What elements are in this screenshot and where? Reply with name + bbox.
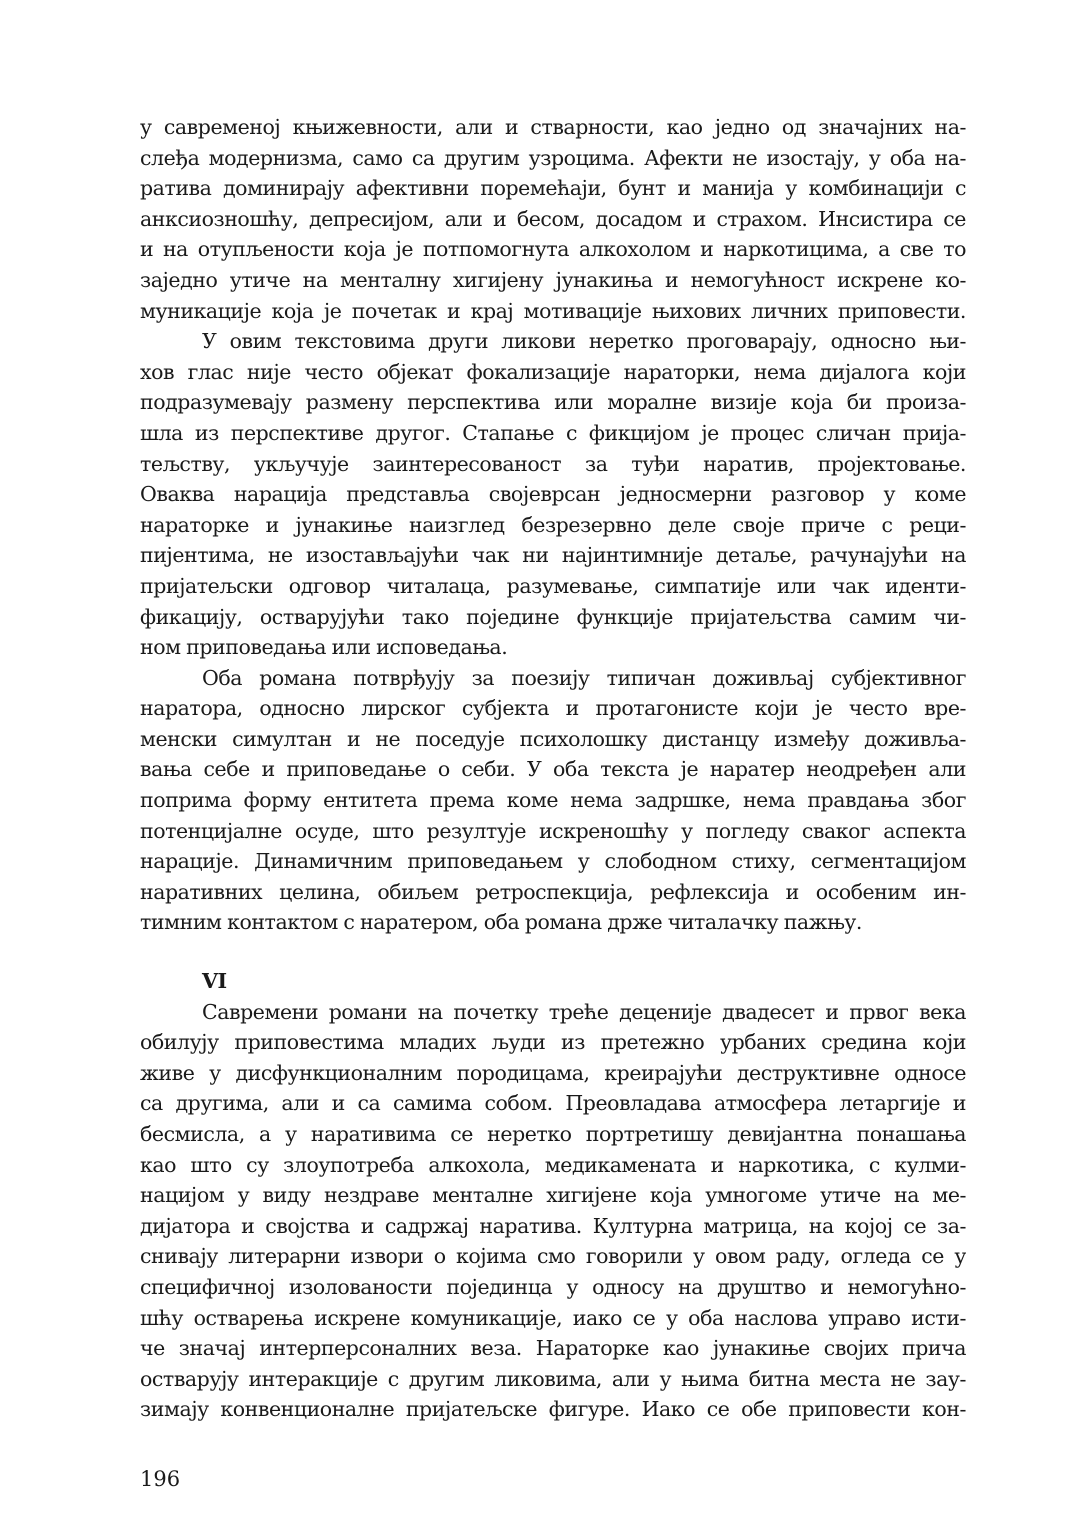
- text-line: ратива доминирају афективни поремећаји, бунт и манија у комбинацији с: [140, 176, 966, 201]
- text-line: поприма форму ентитета према коме нема задршке, нема правдања због: [140, 788, 966, 813]
- text-line: У овим текстовима други ликови неретко проговарају, односно њи-: [202, 329, 966, 354]
- text-line: специфичној изолованости појединца у односу на друштво и немогућно-: [140, 1274, 966, 1299]
- text-line: хов глас није често објекат фокализације нараторки, нема дијалога који: [140, 359, 966, 384]
- text-line: потенцијалне осуде, што резултује искреношћу у погледу сваког аспекта: [140, 818, 966, 843]
- text-line: подразумевају размену перспектива или моралне визије која би произа-: [140, 390, 966, 415]
- text-line: нараторке и јунакиње наизглед безрезервно деле своје приче с реци-: [140, 512, 966, 537]
- page-number: 196: [140, 1467, 181, 1491]
- text-line: тељству, укључује заинтересованост за туђи наратив, пројектовање.: [140, 451, 966, 476]
- text-line: живе у дисфункционалним породицама, креирајући деструктивне односе: [140, 1060, 966, 1085]
- paragraph-section-vi: [140, 997, 966, 1425]
- text-line: че значај интерперсоналних веза. Нараторке као јунакиње својих прича: [140, 1336, 966, 1361]
- text-line: вања себе и приповедање о себи. У оба текста је наратер неодређен али: [140, 757, 966, 782]
- text-line: снивају литерарни извори о којима смо говорили у овом раду, огледа се у: [140, 1244, 966, 1269]
- section-heading: VI: [202, 969, 227, 994]
- text-line: наративних целина, обиљем ретроспекција, рефлексија и особеним ин-: [140, 879, 966, 904]
- text-line: ном приповедања или исповедања.: [140, 635, 508, 660]
- text-line: са другима, али и са самима собом. Преовладава атмосфера летаргије и: [140, 1091, 966, 1116]
- paragraph-other-characters: [140, 326, 966, 663]
- text-line: пијентима, не изостављајући чак ни најинтимније детаље, рачунајући на: [140, 543, 966, 568]
- text-line: фикацију, остварујући тако поједине функције пријатељства самим чи-: [140, 604, 966, 629]
- text-line: Оваква нарација представља својеврсан једносмерни разговор у коме: [140, 482, 966, 507]
- text-line: као што су злоупотреба алкохола, медикамената и наркотика, с кулми-: [140, 1152, 966, 1177]
- text-line: дијатора и својства и садржај наратива. Културна матрица, на којој се за-: [140, 1213, 966, 1238]
- text-line: заједно утиче на менталну хигијену јунакиња и немогућност искрене ко-: [140, 267, 966, 292]
- text-line: муникације која је почетак и крај мотивације њихових личних приповести.: [140, 298, 966, 323]
- text-line: нарације. Динамичним приповедањем у слободном стиху, сегментацијом: [140, 849, 966, 874]
- paragraph-continuation: [140, 112, 966, 326]
- text-line: остварују интеракције с другим ликовима, али у њима битна места не зау-: [140, 1366, 966, 1391]
- paragraph-both-novels: [140, 663, 966, 938]
- text-line: обилују приповестима младих људи из претежно урбаних средина који: [140, 1030, 966, 1055]
- text-line: зимају конвенционалне пријатељске фигуре. Иако се обе приповести кон-: [140, 1397, 966, 1422]
- text-line: нацијом у виду нездраве менталне хигијене која умногоме утиче на ме-: [140, 1183, 966, 1208]
- text-line: тимним контактом с наратером, оба романа држе читалачку пажњу.: [140, 910, 862, 935]
- text-line: слеђа модернизма, само са другим узроцима. Афекти не изостају, у оба на-: [140, 145, 966, 170]
- text-line: анксиозношћу, депресијом, али и бесом, досадом и страхом. Инсистира се: [140, 206, 966, 231]
- text-line: Оба романа потврђују за поезију типичан доживљај субјективног: [202, 665, 966, 690]
- text-line: у савременој књижевности, али и стварности, као једно од значајних на-: [140, 115, 966, 139]
- text-line: шћу остварења искрене комуникације, иако се у оба наслова управо исти-: [140, 1305, 966, 1330]
- text-line: пријатељски одговор читалаца, разумевање, симпатије или чак иденти-: [140, 573, 966, 598]
- text-line: Савремени романи на почетку треће деценије двадесет и првог века: [202, 999, 966, 1024]
- text-line: бесмисла, а у наративима се неретко портретишу девијантна понашања: [140, 1122, 966, 1146]
- text-line: и на отупљености која је потпомогнута алкохолом и наркотицима, а све то: [140, 237, 966, 262]
- page-body: [140, 112, 966, 1425]
- text-line: наратора, односно лирског субјекта и протагонисте који је често вре-: [140, 696, 966, 721]
- text-line: шла из перспективе другог. Стапање с фикцијом је процес сличан прија-: [140, 420, 966, 445]
- text-line: менски симултан и не поседује психолошку дистанцу између доживља-: [140, 726, 966, 751]
